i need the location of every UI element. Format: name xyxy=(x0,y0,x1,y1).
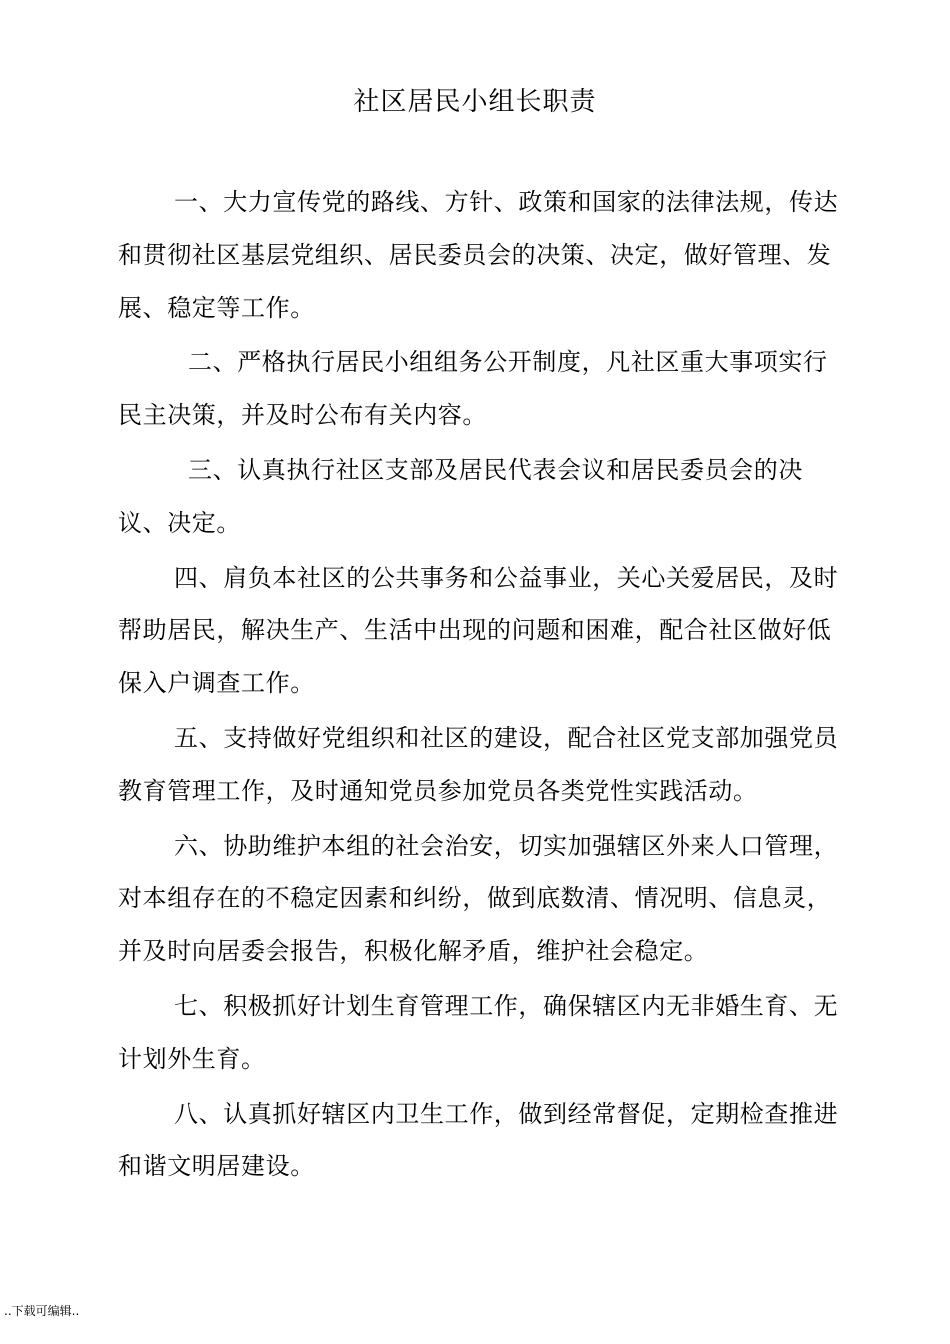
document-title: 社区居民小组长职责 xyxy=(353,87,597,117)
duty-paragraph-3: 三、认真执行社区支部及居民代表会议和居民委员会的决议、决定。 xyxy=(118,455,803,537)
duty-paragraph-5: 五、支持做好党组织和社区的建设，配合社区党支部加强党员教育管理工作，及时通知党员参加党员各类党性实践活动。 xyxy=(118,723,839,805)
duty-paragraph-7: 七、积极抓好计划生育管理工作，确保辖区内无非婚生育、无计划外生育。 xyxy=(118,991,839,1073)
duty-paragraph-8: 八、认真抓好辖区内卫生工作，做到经常督促，定期检查推进和谐文明居建设。 xyxy=(118,1099,839,1181)
document-body xyxy=(118,176,844,1195)
duty-paragraph-1: 一、大力宣传党的路线、方针、政策和国家的法律法规，传达和贯彻社区基层党组织、居民委员会的决策、决定，做好管理、发展、稳定等工作。 xyxy=(118,188,839,322)
footer-note: ..下载可编辑.. xyxy=(4,1304,80,1318)
duty-paragraph-2: 二、严格执行居民小组组务公开制度，凡社区重大事项实行民主决策，并及时公布有关内容。 xyxy=(118,348,828,430)
duty-paragraph-4: 四、肩负本社区的公共事务和公益事业，关心关爱居民，及时帮助居民，解决生产、生活中出现的问题和困难，配合社区做好低保入户调查工作。 xyxy=(118,563,839,698)
duty-paragraph-6: 六、协助维护本组的社会治安，切实加强辖区外来人口管理，对本组存在的不稳定因素和纠纷，做到底数清、情况明、信息灵，并及时向居委会报告，积极化解矛盾，维护社会稳定。 xyxy=(118,831,839,966)
